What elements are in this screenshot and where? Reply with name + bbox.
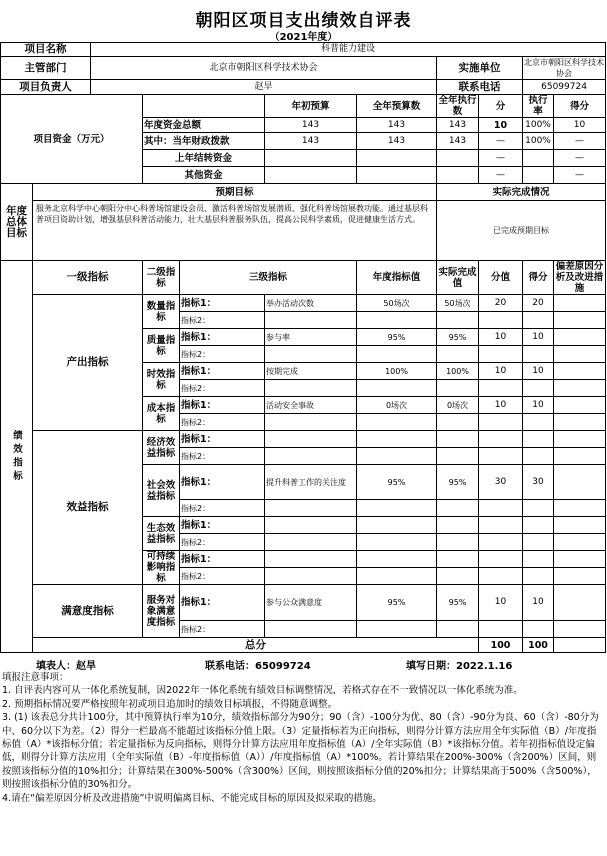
indicator-score <box>523 551 554 568</box>
indicator-name <box>265 568 357 585</box>
output-indicator-label: 产出指标 <box>33 295 143 431</box>
notes-section <box>0 671 602 805</box>
indicator-reason <box>554 346 606 363</box>
indicator-score-value <box>479 448 523 465</box>
indicator-name <box>265 517 357 534</box>
indicator-actual: 100% <box>437 363 479 380</box>
indicator-target <box>357 534 437 551</box>
funds-row-label: 其他资金 <box>143 167 265 184</box>
indicator-target <box>357 414 437 431</box>
indicator-score: 10 <box>523 329 554 346</box>
funds-header-initial: 年初预算 <box>265 95 357 118</box>
indicator-name: 参与公众满意度 <box>265 585 357 621</box>
funds-cell: 143 <box>357 118 437 133</box>
funds-cell: — <box>554 133 606 150</box>
indicator-reason <box>554 414 606 431</box>
indicator-reason <box>554 312 606 329</box>
header-level1: 一级指标 <box>33 261 143 295</box>
indicator-score-value <box>479 414 523 431</box>
indicator-reason <box>554 329 606 346</box>
total-score-value: 100 <box>479 638 523 653</box>
indicator-score <box>523 448 554 465</box>
signature-row <box>0 655 605 671</box>
funds-cell: 143 <box>265 133 357 150</box>
project-name-value: 科普能力建设 <box>91 43 606 57</box>
indicator-reason <box>554 465 606 500</box>
indicator-target <box>357 517 437 534</box>
indicator-actual: 95% <box>437 585 479 621</box>
indicator-key: 指标1： <box>180 329 265 346</box>
project-name-label: 项目名称 <box>1 43 91 57</box>
indicator-target: 0场次 <box>357 397 437 414</box>
funds-cell: — <box>554 150 606 167</box>
header-level3: 三级指标 <box>180 261 357 295</box>
indicator-key: 指标1： <box>180 551 265 568</box>
indicator-name: 举办活动次数 <box>265 295 357 312</box>
level2-label: 经济效益指标 <box>143 431 180 465</box>
indicator-target: 95% <box>357 465 437 500</box>
indicator-key: 指标1： <box>180 363 265 380</box>
indicator-actual <box>437 448 479 465</box>
notes-title: 填报注意事项： <box>2 672 69 683</box>
indicator-key: 指标1： <box>180 295 265 312</box>
actual-result-text: 已完成预期目标 <box>437 201 606 261</box>
indicator-reason <box>554 295 606 312</box>
funds-cell: — <box>479 150 523 167</box>
note-item: 2. 预期指标情况要严格按照年初或项目追加时的绩效目标填报，不得随意调整。 <box>2 698 338 710</box>
funds-cell: — <box>554 167 606 184</box>
note-item: 4.请在“偏差原因分析及改进措施”中说明偏离目标、不能完成目标的原因及拟采取的措施。 <box>2 792 382 804</box>
indicator-score: 10 <box>523 585 554 621</box>
funds-cell <box>265 167 357 184</box>
indicator-row <box>1 585 606 621</box>
indicator-name: 活动安全事故 <box>265 397 357 414</box>
note-item: 3. (1) 该表总分共计100分，其中预算执行率为10分，绩效指标部分为90分；90（含）-100分为优、80（含）-90分为良、60（含）-80分为中、60分以下为差。（2）得分一栏最高不能超过该指标分值上限。（3）定量指标若为正向指标，则得分计算方法应用全年实际值（B）/年度指标值（A）*该指标分值；若定量指标为反向指标，则得分计算方法应用年度指标值（A）/全年实际值（B）*该指标分值。若年初指标值设定偏低，则得分计算方法应用（全年实际值（B）-年度指标值（A））/年度指标值（A）*100%。若计算结果在200%-300%（含200%）区间，则按照该指标分值的10%扣分；计算结果在300%-500%（含300%）区间，则按照该指标分值的20%扣分；计算结果高于500%（含500%），则按照该指标分值的30%扣分。 <box>2 712 599 791</box>
indicator-target <box>357 431 437 448</box>
funds-cell <box>437 150 479 167</box>
indicator-actual: 50场次 <box>437 295 479 312</box>
indicator-reason <box>554 431 606 448</box>
funds-cell: 100% <box>523 118 554 133</box>
indicator-actual <box>437 551 479 568</box>
indicator-key: 指标2： <box>180 312 265 329</box>
funds-cell: 143 <box>437 133 479 150</box>
indicator-reason <box>554 621 606 638</box>
indicator-actual <box>437 621 479 638</box>
indicator-score-value: 20 <box>479 295 523 312</box>
page-title: 朝阳区项目支出绩效自评表 <box>195 11 412 31</box>
indicator-score <box>523 346 554 363</box>
indicator-score-value <box>479 534 523 551</box>
filler-phone: 联系电话：65099724 <box>205 661 311 672</box>
indicator-reason <box>554 380 606 397</box>
indicator-score-value: 10 <box>479 363 523 380</box>
indicator-score-value <box>479 312 523 329</box>
funds-cell: — <box>479 167 523 184</box>
indicator-key: 指标1： <box>180 431 265 448</box>
indicator-score-value: 10 <box>479 397 523 414</box>
indicator-reason <box>554 585 606 621</box>
indicator-key: 指标2： <box>180 414 265 431</box>
indicator-target <box>357 551 437 568</box>
indicator-target <box>357 500 437 517</box>
funds-cell: — <box>479 133 523 150</box>
funds-header-blank <box>143 95 265 118</box>
funds-header-executed: 全年执行数 <box>438 95 477 117</box>
indicator-target <box>357 312 437 329</box>
indicator-key: 指标1： <box>180 585 265 621</box>
indicator-score: 30 <box>523 465 554 500</box>
page-subtitle: （2021年度） <box>269 32 338 43</box>
performance-label: 绩效指标 <box>1 261 33 653</box>
header-level2: 二级指标 <box>143 261 180 295</box>
indicator-score-value <box>479 551 523 568</box>
indicator-key: 指标1： <box>180 517 265 534</box>
funds-header-full-budget: 全年预算数 <box>357 95 437 118</box>
indicator-name <box>265 380 357 397</box>
header-score: 得分 <box>523 261 554 295</box>
funds-row-label: 其中：当年财政拨款 <box>143 133 265 150</box>
leader-value: 赵旱 <box>91 80 437 95</box>
indicator-target <box>357 380 437 397</box>
indicator-score-value <box>479 380 523 397</box>
indicator-target <box>357 621 437 638</box>
filler-name: 填表人：赵旱 <box>36 661 96 672</box>
impl-label: 实施单位 <box>437 57 523 80</box>
funds-header-points: 分 <box>479 95 523 118</box>
indicator-actual <box>437 346 479 363</box>
impl-value: 北京市朝阳区科学技术协会 <box>524 58 605 78</box>
indicator-target: 50场次 <box>357 295 437 312</box>
level2-label: 生态效益指标 <box>143 517 180 551</box>
indicator-reason <box>554 363 606 380</box>
funds-cell <box>265 150 357 167</box>
level2-label: 可持续影响指标 <box>143 551 180 585</box>
phone-label: 联系电话 <box>437 80 523 95</box>
funds-cell: 143 <box>437 118 479 133</box>
indicator-score <box>523 312 554 329</box>
indicator-score <box>523 621 554 638</box>
level2-label: 质量指标 <box>143 329 180 363</box>
indicator-name: 提升科普工作的关注度 <box>265 465 357 500</box>
indicator-score-value <box>479 568 523 585</box>
indicator-score <box>523 414 554 431</box>
indicator-reason <box>554 534 606 551</box>
indicator-name <box>265 346 357 363</box>
indicator-key: 指标2： <box>180 448 265 465</box>
indicator-key: 指标2： <box>180 380 265 397</box>
indicator-actual <box>437 380 479 397</box>
indicator-name <box>265 534 357 551</box>
indicator-actual: 95% <box>437 329 479 346</box>
indicator-reason <box>554 568 606 585</box>
indicator-target <box>357 448 437 465</box>
funds-cell <box>523 150 554 167</box>
indicator-actual: 0场次 <box>437 397 479 414</box>
indicator-reason <box>554 500 606 517</box>
indicator-key: 指标2： <box>180 568 265 585</box>
expected-goal-text: 服务北京科学中心朝阳分中心科普场馆建设会员、激活科普场馆发展潜质、强化科普场馆展教功能。通过基层科普项目资助计划，增强基层科普活动能力，壮大基层科普服务队伍，提高公民科学素质，促进健康生活方式。 <box>33 201 437 261</box>
indicator-actual <box>437 431 479 448</box>
level2-label: 时效指标 <box>143 363 180 397</box>
indicator-actual <box>437 568 479 585</box>
indicator-score-value: 10 <box>479 329 523 346</box>
indicator-score-value <box>479 346 523 363</box>
funds-header-score: 得分 <box>554 95 606 118</box>
indicator-actual <box>437 500 479 517</box>
indicator-target: 95% <box>357 585 437 621</box>
total-blank <box>554 638 606 653</box>
indicator-name <box>265 621 357 638</box>
indicator-score <box>523 517 554 534</box>
indicator-name: 参与率 <box>265 329 357 346</box>
indicator-name <box>265 414 357 431</box>
header-score-value: 分值 <box>479 261 523 295</box>
level2-label: 成本指标 <box>143 397 180 431</box>
annual-goal-label: 年度总体目标 <box>1 184 33 261</box>
indicator-score-value <box>479 500 523 517</box>
indicator-score <box>523 534 554 551</box>
funds-cell: 100% <box>523 133 554 150</box>
indicator-name <box>265 448 357 465</box>
indicator-score-value: 30 <box>479 465 523 500</box>
indicator-name <box>265 312 357 329</box>
funds-cell <box>357 150 437 167</box>
note-item: 1. 自评表内容可从一体化系统复制，因2022年一体化系统有绩效目标调整情况，若格式存在不一致情况以一体化系统为准。 <box>2 685 523 697</box>
indicator-score <box>523 380 554 397</box>
dept-value: 北京市朝阳区科学技术协会 <box>91 57 437 80</box>
funds-cell: 10 <box>554 118 606 133</box>
dept-label: 主管部门 <box>1 57 91 80</box>
funds-cell: 143 <box>265 118 357 133</box>
indicator-actual <box>437 414 479 431</box>
indicator-target <box>357 346 437 363</box>
total-label: 总分 <box>33 638 479 653</box>
indicator-key: 指标2： <box>180 621 265 638</box>
funds-row-label: 年度资金总额 <box>143 118 265 133</box>
funds-row-label: 上年结转资金 <box>143 150 265 167</box>
header-reason: 偏差原因分析及改进措施 <box>554 261 606 295</box>
indicator-score-value <box>479 517 523 534</box>
indicator-name <box>265 431 357 448</box>
indicator-key: 指标2： <box>180 346 265 363</box>
indicator-row <box>1 295 606 312</box>
funds-label: 项目资金（万元） <box>1 95 143 184</box>
indicator-score-value <box>479 621 523 638</box>
indicator-key: 指标2： <box>180 534 265 551</box>
level2-label: 社会效益指标 <box>143 465 180 517</box>
funds-cell <box>523 167 554 184</box>
indicator-actual <box>437 312 479 329</box>
indicator-score <box>523 568 554 585</box>
leader-label: 项目负责人 <box>1 80 91 95</box>
funds-cell <box>357 167 437 184</box>
indicator-score: 10 <box>523 397 554 414</box>
indicator-key: 指标1： <box>180 397 265 414</box>
indicator-name <box>265 500 357 517</box>
header-actual: 实际完成值 <box>437 261 479 295</box>
indicator-score <box>523 500 554 517</box>
indicator-score: 20 <box>523 295 554 312</box>
indicator-score-value: 10 <box>479 585 523 621</box>
indicator-score: 10 <box>523 363 554 380</box>
indicator-reason <box>554 448 606 465</box>
header-target: 年度指标值 <box>357 261 437 295</box>
indicator-actual: 95% <box>437 465 479 500</box>
indicator-reason <box>554 397 606 414</box>
indicator-key: 指标1： <box>180 465 265 500</box>
level2-label: 数量指标 <box>143 295 180 329</box>
indicator-reason <box>554 517 606 534</box>
fill-date: 填写日期：2022.1.16 <box>406 661 513 672</box>
indicator-score-value <box>479 431 523 448</box>
actual-result-header: 实际完成情况 <box>437 184 606 201</box>
phone-value: 65099724 <box>523 80 606 95</box>
indicator-reason <box>554 551 606 568</box>
total-score: 100 <box>523 638 554 653</box>
expected-goal-header: 预期目标 <box>33 184 437 201</box>
indicator-actual <box>437 534 479 551</box>
indicator-actual <box>437 517 479 534</box>
indicator-target: 100% <box>357 363 437 380</box>
indicator-target: 95% <box>357 329 437 346</box>
funds-header-rate: 执行率 <box>523 95 554 118</box>
level2-label: 服务对象满意度指标 <box>143 585 180 638</box>
indicator-target <box>357 568 437 585</box>
indicator-name <box>265 551 357 568</box>
evaluation-table <box>0 42 606 653</box>
indicator-name: 按期完成 <box>265 363 357 380</box>
indicator-score <box>523 431 554 448</box>
indicator-row <box>1 431 606 448</box>
funds-cell: 143 <box>357 133 437 150</box>
benefit-indicator-label: 效益指标 <box>33 431 143 585</box>
funds-cell: 10 <box>479 118 523 133</box>
funds-cell <box>437 167 479 184</box>
satisfaction-indicator-label: 满意度指标 <box>33 585 143 638</box>
indicator-key: 指标2： <box>180 500 265 517</box>
